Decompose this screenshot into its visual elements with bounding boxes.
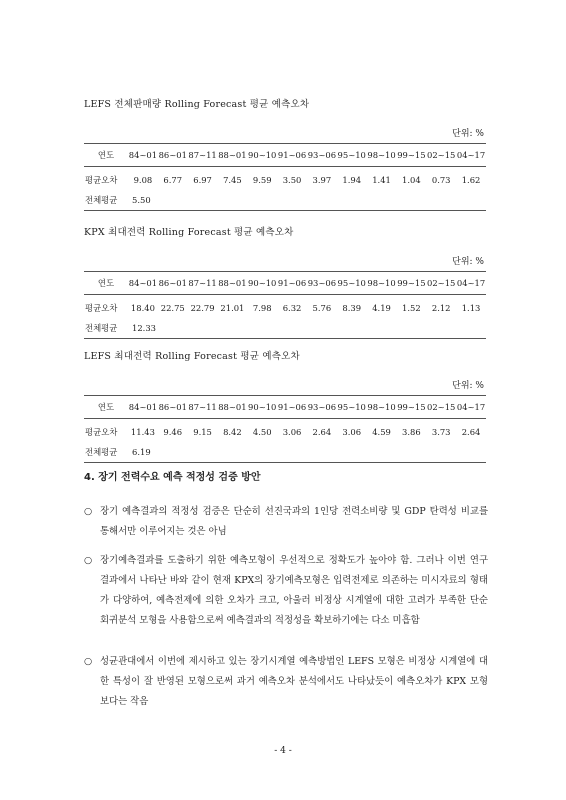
column-header-period: 98~10 [367, 272, 397, 295]
table-row [84, 295, 486, 319]
row-label: 평균오차 [85, 303, 118, 313]
table-cell: 4.50 [252, 427, 272, 437]
unit-label: 단위: % [452, 381, 484, 391]
bullet-text: 성균관대에서 이번에 제시하고 있는 장기시계열 예측방법인 LEFS 모형은 비정상 시계열에 대한 특성이 잘 반영된 모형으로써 과거 예측오차 분석에서도 나타났듯이 예측오차가 KPX 모형 보다는 작음 [100, 656, 488, 707]
bullet-text: 장기예측결과를 도출하기 위한 예측모형이 우선적으로 정확도가 높아야 함. 그러나 이번 연구 결과에서 나타난 바와 같이 현재 KPX의 장기예측모형은 입력전제로 의존하는 미시자료의 형태가 다양하여, 예측전제에 의한 오차가 크고, 아울러 비정상 시계열에 대한 고려가 부족한 단순 회귀분석 모형을 사용함으로써 예측결과의 적정성을 확보하기에는 다소 미흡함 [100, 555, 488, 626]
column-header-period: 93~06 [307, 272, 337, 295]
table-cell: 2.12 [431, 303, 451, 313]
forecast-error-table [84, 395, 486, 463]
column-header-period: 98~10 [367, 396, 397, 419]
column-header-period: 86~01 [158, 396, 188, 419]
table-cell: 18.40 [130, 303, 155, 313]
column-header-year: 연도 [84, 144, 128, 167]
total-average-cell: 12.33 [128, 318, 217, 339]
bullet-paragraph [84, 502, 488, 542]
column-header-period: 84~01 [128, 272, 158, 295]
table-row [84, 167, 486, 191]
table-cell: 22.79 [190, 303, 215, 313]
column-header-period: 86~01 [158, 144, 188, 167]
column-header-period: 87~11 [188, 396, 218, 419]
table-cell: 3.50 [282, 175, 302, 185]
forecast-error-table [84, 271, 486, 339]
table-cell: 1.04 [402, 175, 421, 185]
table-cell: 4.59 [372, 427, 391, 437]
column-header-period: 98~10 [367, 144, 397, 167]
column-header-period: 88~01 [217, 144, 247, 167]
column-header-year: 연도 [84, 272, 128, 295]
table-cell: 9.08 [133, 175, 153, 185]
bullet-paragraph [84, 652, 488, 712]
table-cell: 8.42 [223, 427, 242, 437]
header-row [84, 396, 486, 419]
table-cell: 2.64 [312, 427, 332, 437]
table-row-total [84, 442, 486, 463]
table-cell: 11.43 [130, 427, 155, 437]
column-header-period: 95~10 [337, 272, 367, 295]
header-row [84, 272, 486, 295]
bullet-mark: ○ [84, 656, 93, 667]
table-cell: 2.64 [461, 427, 481, 437]
forecast-error-table [84, 143, 486, 211]
table-title: KPX 최대전력 Rolling Forecast 평균 예측오차 [84, 227, 294, 238]
empty-cell [217, 190, 486, 211]
column-header-period: 04~17 [456, 396, 486, 419]
column-header-period: 99~15 [396, 272, 426, 295]
bullet-paragraph [84, 551, 488, 631]
bullet-text: 장기 예측결과의 적정성 검증은 단순히 선진국과의 1인당 전력소비량 및 GDP 탄력성 비교를 통해서만 이루어지는 것은 아님 [100, 506, 488, 537]
total-average-cell: 6.19 [128, 442, 217, 463]
table-row-total [84, 190, 486, 211]
column-header-year: 연도 [84, 396, 128, 419]
table-cell: 6.77 [163, 175, 183, 185]
column-header-period: 86~01 [158, 272, 188, 295]
row-label: 평균오차 [85, 427, 118, 437]
column-header-period: 04~17 [456, 144, 486, 167]
column-header-period: 93~06 [307, 396, 337, 419]
table-cell: 3.06 [342, 427, 362, 437]
column-header-period: 88~01 [217, 396, 247, 419]
column-header-period: 93~06 [307, 144, 337, 167]
column-header-period: 91~06 [277, 144, 307, 167]
column-header-period: 87~11 [188, 272, 218, 295]
table-row-total [84, 318, 486, 339]
table-cell: 6.32 [282, 303, 302, 313]
table-cell: 22.75 [160, 303, 185, 313]
table-block-kpx-peak [84, 224, 486, 339]
table-cell: 4.19 [372, 303, 391, 313]
table-cell: 21.01 [220, 303, 245, 313]
unit-label: 단위: % [452, 257, 484, 267]
table-cell: 7.45 [223, 175, 242, 185]
column-header-period: 02~15 [426, 144, 456, 167]
table-cell: 8.39 [342, 303, 362, 313]
column-header-period: 84~01 [128, 396, 158, 419]
empty-cell [217, 318, 486, 339]
column-header-period: 90~10 [247, 396, 277, 419]
table-cell: 3.97 [312, 175, 332, 185]
row-label: 전체평균 [84, 190, 128, 211]
column-header-period: 02~15 [426, 396, 456, 419]
table-title: LEFS 최대전력 Rolling Forecast 평균 예측오차 [84, 351, 300, 362]
row-label: 전체평균 [84, 442, 128, 463]
table-block-lefs-peak [84, 348, 486, 463]
column-header-period: 95~10 [337, 396, 367, 419]
table-cell: 3.73 [431, 427, 451, 437]
table-cell: 6.97 [193, 175, 212, 185]
table-row [84, 419, 486, 443]
table-cell: 1.41 [372, 175, 391, 185]
column-header-period: 99~15 [396, 396, 426, 419]
column-header-period: 04~17 [456, 272, 486, 295]
table-cell: 9.46 [163, 427, 183, 437]
section-heading: 4. 장기 전력수요 예측 적정성 검증 방안 [84, 472, 261, 483]
column-header-period: 91~06 [277, 272, 307, 295]
table-cell: 1.13 [461, 303, 481, 313]
bullet-mark: ○ [84, 555, 93, 566]
unit-label: 단위: % [452, 129, 484, 139]
row-label: 전체평균 [84, 318, 128, 339]
column-header-period: 84~01 [128, 144, 158, 167]
column-header-period: 88~01 [217, 272, 247, 295]
empty-cell [217, 442, 486, 463]
table-cell: 3.06 [282, 427, 302, 437]
table-cell: 3.86 [402, 427, 421, 437]
bullet-mark: ○ [84, 506, 93, 517]
table-cell: 5.76 [312, 303, 332, 313]
column-header-period: 95~10 [337, 144, 367, 167]
total-average-cell: 5.50 [128, 190, 217, 211]
column-header-period: 02~15 [426, 272, 456, 295]
column-header-period: 99~15 [396, 144, 426, 167]
table-cell: 1.62 [461, 175, 481, 185]
column-header-period: 90~10 [247, 144, 277, 167]
table-cell: 0.73 [431, 175, 451, 185]
page-number: - 4 - [274, 746, 292, 756]
table-cell: 1.94 [342, 175, 362, 185]
table-cell: 9.15 [193, 427, 212, 437]
column-header-period: 91~06 [277, 396, 307, 419]
table-cell: 7.98 [252, 303, 272, 313]
row-label: 평균오차 [85, 175, 118, 185]
column-header-period: 87~11 [188, 144, 218, 167]
table-cell: 1.52 [402, 303, 421, 313]
table-title: LEFS 전체판매량 Rolling Forecast 평균 예측오차 [84, 99, 310, 110]
column-header-period: 90~10 [247, 272, 277, 295]
table-block-lefs-sales [84, 96, 486, 211]
table-cell: 9.59 [252, 175, 272, 185]
header-row [84, 144, 486, 167]
